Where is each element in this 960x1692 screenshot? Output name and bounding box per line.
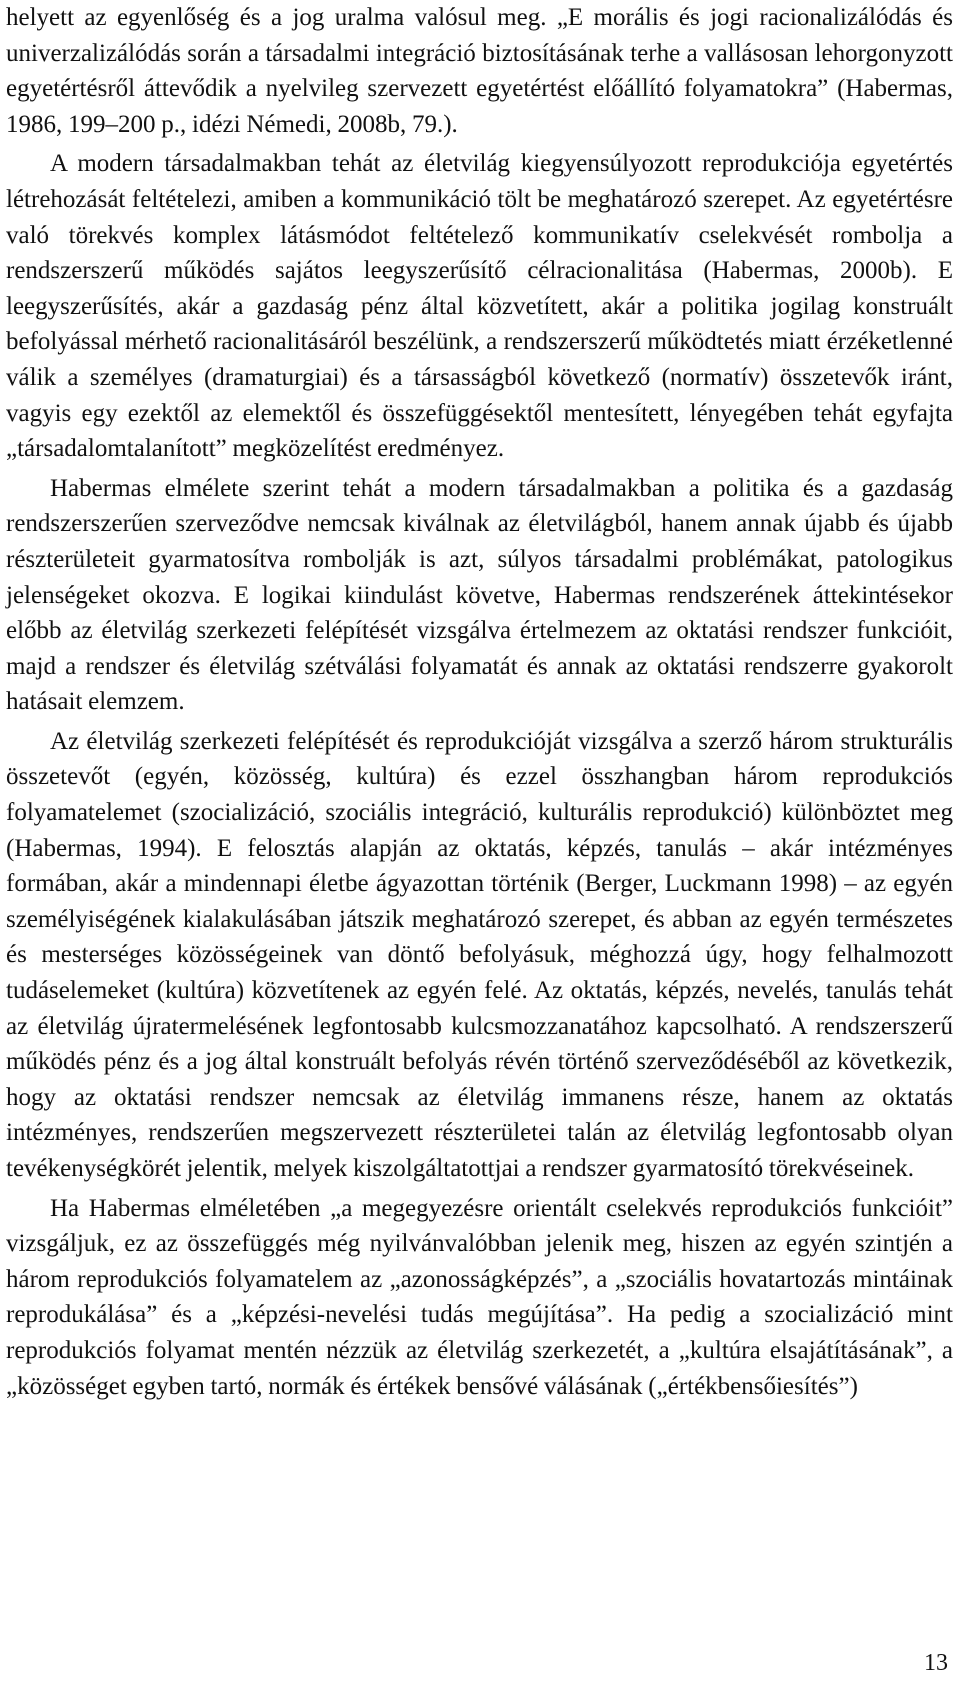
paragraph-continuation: helyett az egyenlőség és a jog uralma valósul meg. „E morális és jogi racionalizálódás és univerzalizálódás során a társadalmi integráció biztosításának terhe a vallásosan lehorgonyzott egyetértésről áttevődik a nyelvileg szervezett egyetértést előállító folyamatokra” (Habermas, 1986, 199–200 p., idézi Némedi, 2008b, 79.).: [6, 4, 953, 138]
document-page: [6, 0, 953, 1408]
paragraph-lifeworld-reproduction: A modern társadalmakban tehát az életvilág kiegyensúlyozott reprodukciója egyetértés létrehozását feltételezi, amiben a kommunikáció tölt be meghatározó szerepet. Az egyetértésre való törekvés komplex látásmódot feltételező kommunikatív cselekvését rombolja a rendszerszerű működés sajátos leegyszerűsítő célracionalitása (Habermas, 2000b). E leegyszerűsítés, akár a gazdaság pénz által közvetített, akár a politika jogilag konstruált befolyással mérhető racionalitásáról beszélünk, a rendszerszerű működtetés miatt érzéketlenné válik a személyes (dramaturgiai) és a társasságból következő (normatív) összetevők iránt, vagyis egy ezektől az elemektől és összefüggésektől mentesített, lényegében tehát egyfajta „társadalomtalanított” megközelítést eredményez.: [6, 150, 953, 463]
paragraph-habermas-theory: Habermas elmélete szerint tehát a modern társadalmakban a politika és a gazdaság rendszerszerűen szerveződve nemcsak kiválnak az életvilágból, hanem annak újabb és újabb részterületeit gyarmatosítva rombolják is azt, súlyos társadalmi problémákat, patologikus jelenségeket okozva. E logikai kiindulást követve, Habermas rendszerének áttekintésekor előbb az életvilág szerkezeti felépítését vizsgálva értelmezem az oktatási rendszer funkcióit, majd a rendszer és életvilág szétválási folyamatát és annak az oktatási rendszerre gyakorolt hatásait elemzem.: [6, 474, 953, 716]
paragraph-reproduction-functions: Ha Habermas elméletében „a megegyezésre orientált cselekvés reprodukciós funkcióit” vizsgáljuk, ez az összefüggés még nyilvánvalóbban jelenik meg, hiszen az egyén szintjén a három reprodukciós folyamatelem az „azonosságképzés”, a „szociális hovatartozás mintáinak reprodukálása” és a „képzési-nevelési tudás megújítása”. Ha pedig a szocializáció mint reprodukciós folyamat mentén nézzük az életvilág szerkezetét, a „kultúra elsajátításának”, a „közösséget egyben tartó, normák és értékek bensővé válásának („értékbensőiesítés”): [6, 1194, 953, 1400]
page-number: 13: [924, 1650, 948, 1676]
paragraph-lifeworld-structure: Az életvilág szerkezeti felépítését és reprodukcióját vizsgálva a szerző három strukturális összetevőt (egyén, közösség, kultúra) és ezzel összhangban három reprodukciós folyamatelemet (szocializáció, szociális integráció, kulturális reprodukció) különböztet meg (Habermas, 1994). E felosztás alapján az oktatás, képzés, tanulás – akár intézményes formában, akár a mindennapi életbe ágyazottan történik (Berger, Luckmann 1998) – az egyén személyiségének kialakulásában játszik meghatározó szerepet, és abban az egyén természetes és mesterséges közösségeinek van döntő befolyásuk, méghozzá úgy, hogy felhalmozott tudáselemeket (kultúra) közvetítenek az egyén felé. Az oktatás, képzés, nevelés, tanulás tehát az életvilág újratermelésének legfontosabb kulcsmozzanatához kapcsolható. A rendszerszerű működés pénz és a jog által konstruált befolyás révén történő szerveződéséből az következik, hogy az oktatási rendszer nemcsak az életvilág immanens része, hanem az oktatás intézményes, rendszerűen megszervezett részterületei talán az életvilág legfontosabb olyan tevékenységkörét jelentik, melyek kiszolgáltatottjai a rendszer gyarmatosító törekvéseinek.: [6, 727, 953, 1182]
